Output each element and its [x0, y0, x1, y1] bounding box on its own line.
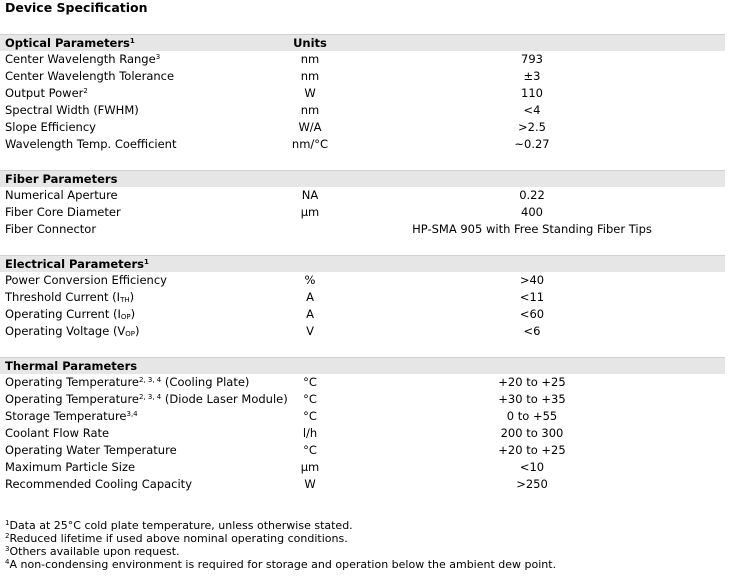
param-unit: W [304, 477, 316, 491]
param-name: Power Conversion Efficiency [5, 273, 167, 287]
param-name: Operating Voltage $(V_{OP})$ [5, 324, 140, 338]
param-value: +30 to +35 [498, 392, 566, 406]
section-header-optical [0, 34, 725, 51]
footnote: $^1$Data at 25°C cold plate temperature, unless otherwise stated. [5, 519, 353, 532]
param-value: >2.5 [518, 120, 546, 134]
param-unit: nm/°C [291, 137, 329, 151]
param-name: Output Power$^2$ [5, 86, 88, 100]
param-unit: A [306, 307, 314, 321]
param-name: Wavelength Temp. Coefficient [5, 137, 177, 151]
param-unit: µm [300, 205, 320, 219]
section-title: Fiber Parameters [5, 172, 118, 186]
param-name: Threshold Current $(I_{TH})$ [5, 290, 135, 304]
param-value: 110 [521, 86, 543, 100]
spec-row [0, 187, 725, 204]
spec-row [0, 102, 725, 119]
param-name: Fiber Core Diameter [5, 205, 121, 219]
section-header-fiber [0, 170, 725, 187]
param-name: Storage Temperature$^{3,4}$ [5, 409, 138, 423]
param-value: <4 [523, 103, 541, 117]
footnote: $^3$Others available upon request. [5, 545, 180, 558]
param-value: >250 [516, 477, 548, 491]
section-header-electrical [0, 255, 725, 272]
param-name: Coolant Flow Rate [5, 426, 110, 440]
section-title: Thermal Parameters [5, 359, 138, 373]
spec-row [0, 68, 725, 85]
param-unit: % [304, 273, 316, 287]
param-name: Center Wavelength Range$^3$ [5, 52, 161, 66]
spec-row [0, 408, 725, 425]
param-name: Fiber Connector [5, 222, 97, 236]
param-name: Slope Efficiency [5, 120, 96, 134]
page-title: Device Specification [5, 0, 148, 15]
section-header-thermal [0, 357, 725, 374]
param-value: 0.22 [519, 188, 545, 202]
param-name: Numerical Aperture [5, 188, 118, 202]
param-name: Operating Temperature$^{2, 3, 4}$ (Cooling Plate) [5, 375, 250, 389]
section-title: Optical Parameters$^1$ [5, 36, 135, 50]
param-name: Center Wavelength Tolerance [5, 69, 175, 83]
spec-row [0, 374, 725, 391]
spec-row [0, 51, 725, 68]
spec-row [0, 391, 725, 408]
param-unit: °C [303, 392, 317, 406]
param-name: Operating Water Temperature [5, 443, 177, 457]
param-value: <10 [519, 460, 545, 474]
spec-row [0, 289, 725, 306]
footnote: $^2$Reduced lifetime if used above nominal operating conditions. [5, 532, 348, 545]
param-value: 200 to 300 [500, 426, 564, 440]
param-value: 793 [521, 52, 543, 66]
param-unit: °C [303, 443, 317, 457]
param-unit: A [306, 290, 314, 304]
spec-row [0, 136, 725, 153]
param-value: ±3 [523, 69, 541, 83]
param-value: <11 [519, 290, 545, 304]
spec-row [0, 459, 725, 476]
spec-row [0, 425, 725, 442]
param-unit: l/h [302, 426, 318, 440]
section-title: Electrical Parameters$^1$ [5, 257, 149, 271]
param-name: Spectral Width (FWHM) [5, 103, 139, 117]
param-name: Operating Current $(I_{OP})$ [5, 307, 136, 321]
param-value: 0 to +55 [506, 409, 558, 423]
param-unit: V [306, 324, 314, 338]
param-name: Recommended Cooling Capacity [5, 477, 192, 491]
param-unit: nm [300, 52, 320, 66]
spec-row [0, 323, 725, 340]
param-value: +20 to +25 [498, 375, 566, 389]
param-unit: nm [300, 69, 320, 83]
spec-row [0, 306, 725, 323]
param-name: Operating Temperature$^{2, 3, 4}$ (Diode Laser Module) [5, 392, 288, 406]
spec-row [0, 221, 725, 238]
param-unit: NA [301, 188, 319, 202]
param-value: >40 [519, 273, 545, 287]
param-name: Maximum Particle Size [5, 460, 136, 474]
spec-row [0, 85, 725, 102]
spec-row [0, 272, 725, 289]
param-unit: µm [300, 460, 320, 474]
param-unit: W [304, 86, 316, 100]
param-unit: nm [300, 103, 320, 117]
param-value: ~0.27 [514, 137, 550, 151]
param-value: HP-SMA 905 with Free Standing Fiber Tips [412, 222, 652, 236]
param-value: 400 [521, 205, 543, 219]
units-column-header: Units [293, 36, 327, 50]
param-value: <60 [519, 307, 545, 321]
spec-row [0, 204, 725, 221]
spec-row [0, 476, 725, 493]
param-value: +20 to +25 [498, 443, 566, 457]
footnote: $^4$A non-condensing environment is required for storage and operation below the ambient dew point. [5, 558, 557, 571]
param-value: <6 [523, 324, 541, 338]
spec-row [0, 119, 725, 136]
param-unit: °C [303, 409, 317, 423]
param-unit: W/A [298, 120, 322, 134]
spec-row [0, 442, 725, 459]
param-unit: °C [303, 375, 317, 389]
